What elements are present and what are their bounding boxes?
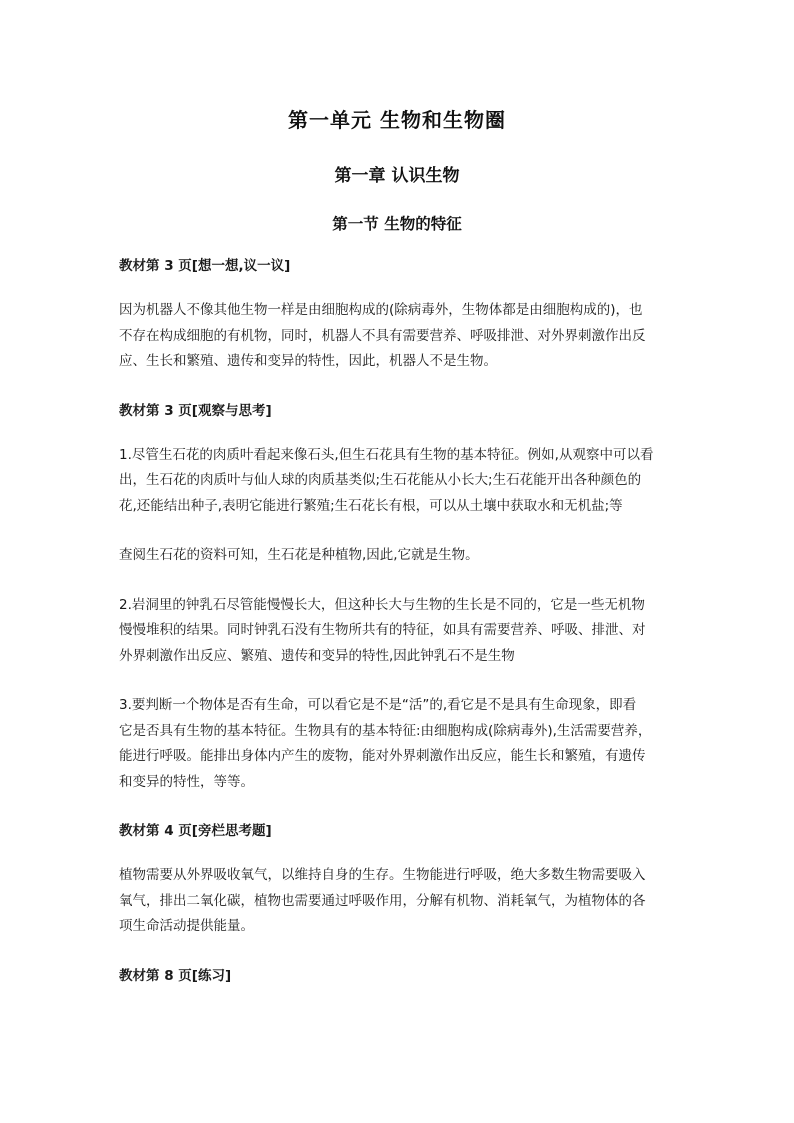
answer-paragraph-plant-respiration: 植物需要从外界吸收氧气，以维持自身的生存。生物能进行呼吸，绝大多数生物需要吸入 氧气，排出二氧化碳，植物也需要通过呼吸作用，分解有机物、消耗氧气，为植物体的各 项生命活动提供能量。 bbox=[119, 867, 646, 934]
answer-paragraph-robot: 因为机器人不像其他生物一样是由细胞构成的(除病毒外，生物体都是由细胞构成的)，也 不存在构成细胞的有机物，同时，机器人不具有需要营养、呼吸排泄、对外界刺激作出反 应、生长和繁殖、遗传和变异的特性，因此，机器人不是生物。 bbox=[119, 302, 646, 369]
textbook-heading-page3-discuss: 教材第 3 页[想一想,议一议] bbox=[119, 258, 291, 274]
textbook-heading-page4-sidebar: 教材第 4 页[旁栏思考题] bbox=[119, 823, 272, 839]
section-title: 第一节 生物的特征 bbox=[332, 215, 462, 233]
chapter-title: 第一章 认识生物 bbox=[334, 166, 460, 186]
document-body bbox=[119, 254, 677, 988]
answer-paragraph-lithops: 1.尽管生石花的肉质叶看起来像石头,但生石花具有生物的基本特征。例如,从观察中可以看 出，生石花的肉质叶与仙人球的肉质基类似;生石花能从小长大;生石花能开出各种颜色的 花,还能结出种子,表明它能进行繁殖;生石花长有根，可以从土壤中获取水和无机盐;等 bbox=[119, 446, 654, 514]
answer-paragraph-life-features: 3.要判断一个物体是否有生命，可以看它是不是“活”的,看它是不是具有生命现象，即看 它是否具有生物的基本特征。生物具有的基本特征:由细胞构成(除病毒外),生活需要营养， 能进行呼吸。能排出身体内产生的废物，能对外界刺激作出反应，能生长和繁殖，有遗传 和变异的特性，等等。 bbox=[119, 697, 652, 790]
textbook-heading-page3-observe: 教材第 3 页[观察与思考] bbox=[119, 402, 272, 419]
answer-paragraph-stalactite: 2.岩洞里的钟乳石尽管能慢慢长大，但这种长大与生物的生长是不同的，它是一些无机物 慢慢堆积的结果。同时钟乳石没有生物所共有的特征，如具有需要营养、呼吸、排泄、对 外界刺激作出反应、繁殖、遗传和变异的特性,因此钟乳石不是生物 bbox=[119, 596, 646, 664]
answer-paragraph-lithops-conclusion: 查阅生石花的资料可知，生石花是种植物,因此,它就是生物。 bbox=[119, 547, 479, 563]
textbook-heading-page8-exercise: 教材第 8 页[练习] bbox=[119, 967, 232, 984]
unit-title: 第一单元 生物和生物圈 bbox=[288, 108, 506, 132]
